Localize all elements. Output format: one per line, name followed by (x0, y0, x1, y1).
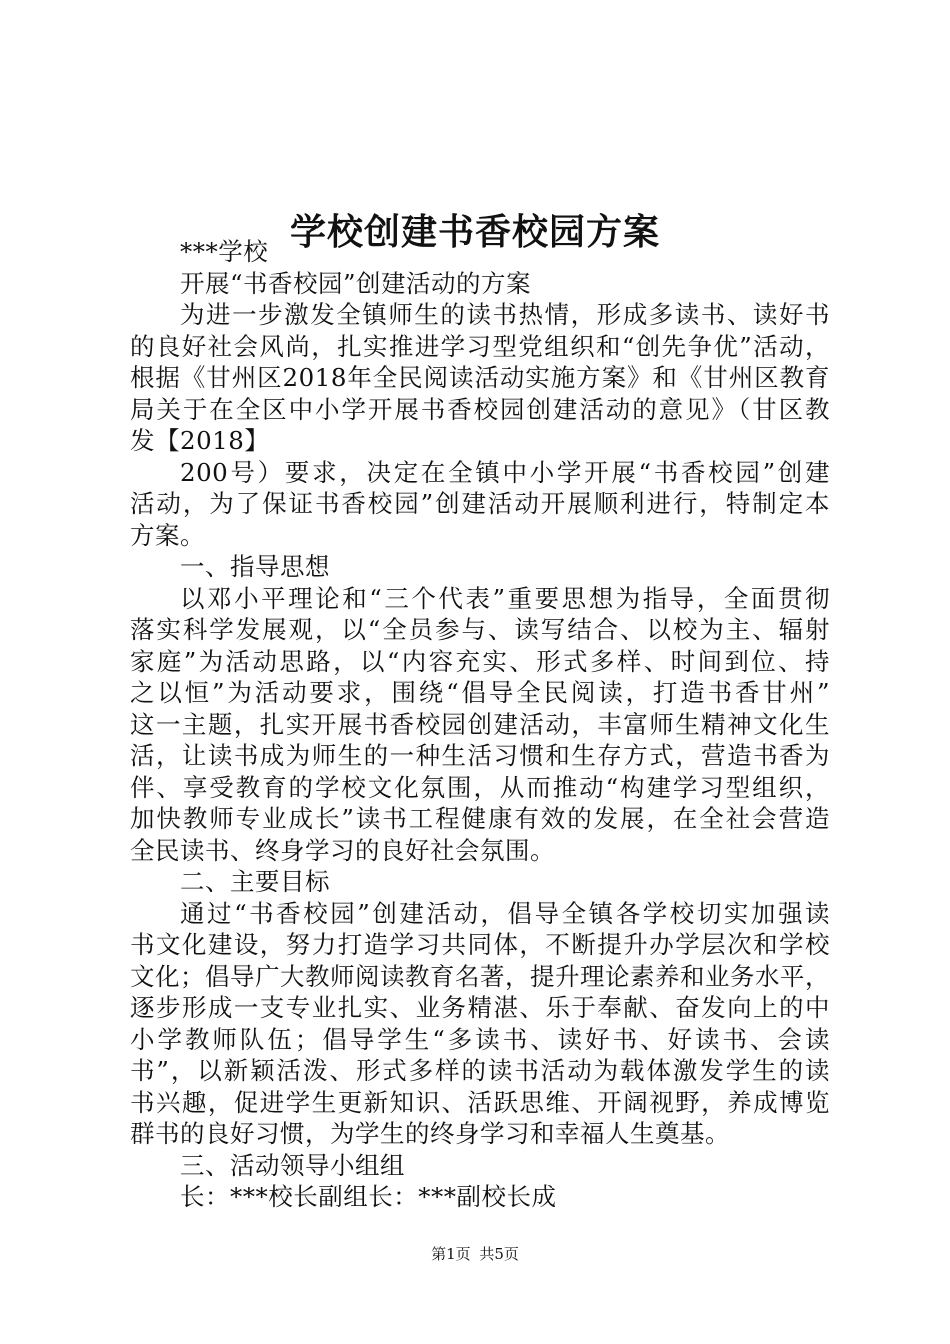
text-line: 通过“书香校园”创建活动，倡导全镇各学校切实加强读 (180, 898, 830, 928)
text-line: 文化；倡导广大教师阅读教育名著，提升理论素养和业务水平， (130, 961, 830, 991)
text-line: ***学校 (180, 237, 269, 266)
document-body (130, 236, 830, 1213)
page-total: 共5页 (479, 1245, 519, 1263)
text-line: 长：***校长副组长：***副校长成 (180, 1182, 557, 1211)
text-line: 开展“书香校园”创建活动的方案 (180, 268, 532, 298)
text-line: 落实科学发展观，以“全员参与、读写结合、以校为主、辐射 (130, 615, 830, 644)
text-line: 三、活动领导小组组 (180, 1150, 405, 1180)
text-line: 书兴趣，促进学生更新知识、活跃思维、开阔视野，养成博览 (130, 1087, 830, 1117)
text-line: 书文化建设，努力打造学习共同体，不断提升办学层次和学校 (130, 930, 830, 959)
text-line: 伴、享受教育的学校文化氛围，从而推动“构建学习型组织， (130, 772, 830, 802)
text-line: 发【2018】 (130, 426, 270, 455)
text-line: 根据《甘州区2018年全民阅读活动实施方案》和《甘州区教育 (130, 363, 830, 392)
text-line: 局关于在全区中小学开展书香校园创建活动的意见》（甘区教 (130, 394, 830, 424)
text-line: 家庭”为活动思路，以“内容充实、形式多样、时间到位、持 (130, 646, 830, 676)
text-line: 200号）要求，决定在全镇中小学开展“书香校园”创建 (180, 457, 830, 487)
text-line: 方案。 (130, 520, 205, 550)
text-line: 小学教师队伍；倡导学生“多读书、读好书、好读书、会读 (130, 1024, 830, 1054)
page-number: 第1页 (431, 1245, 471, 1263)
page-title: 学校创建书香校园方案 (289, 211, 660, 254)
text-line: 这一主题，扎实开展书香校园创建活动，丰富师生精神文化生 (130, 709, 830, 739)
text-line: 二、主要目标 (180, 867, 330, 896)
text-line: 书”，以新颖活泼、形式多样的读书活动为载体激发学生的读 (130, 1056, 830, 1085)
text-line: 之以恒”为活动要求，围绕“倡导全民阅读，打造书香甘州” (130, 678, 830, 707)
text-line: 的良好社会风尚，扎实推进学习型党组织和“创先争优”活动， (130, 331, 830, 361)
text-line: 活，让读书成为师生的一种生活习惯和生存方式，营造书香为 (130, 741, 830, 770)
text-line: 一、指导思想 (180, 552, 330, 581)
text-line: 以邓小平理论和“三个代表”重要思想为指导，全面贯彻 (180, 583, 830, 613)
text-line: 加快教师专业成长”读书工程健康有效的发展，在全社会营造 (130, 804, 830, 833)
text-line: 逐步形成一支专业扎实、业务精湛、乐于奉献、奋发向上的中 (130, 993, 830, 1022)
text-line: 为进一步激发全镇师生的读书热情，形成多读书、读好书 (180, 300, 830, 329)
text-line: 群书的良好习惯，为学生的终身学习和幸福人生奠基。 (130, 1119, 730, 1148)
page-footer (0, 1244, 950, 1264)
text-line: 全民读书、终身学习的良好社会氛围。 (130, 835, 555, 865)
text-line: 活动，为了保证书香校园”创建活动开展顺利进行，特制定本 (130, 489, 830, 518)
